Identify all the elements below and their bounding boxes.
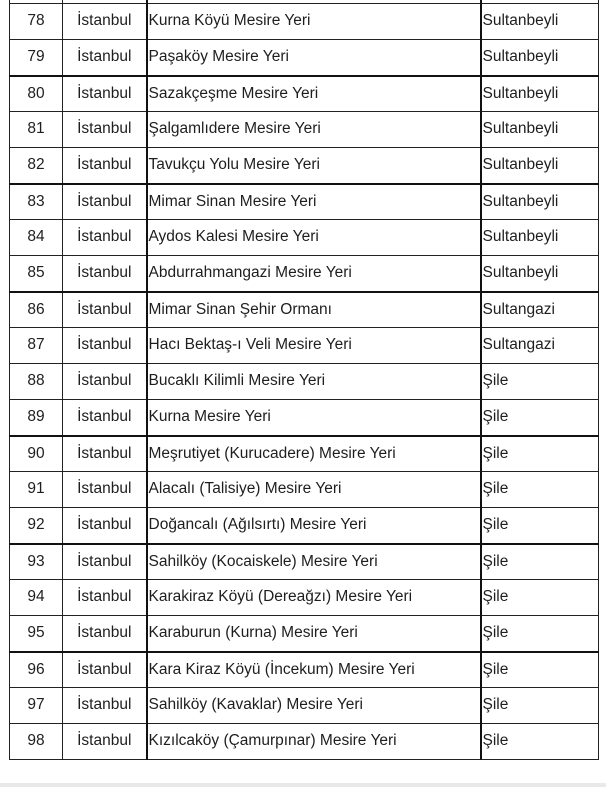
- table-row: [10, 40, 599, 76]
- table-row: [10, 76, 599, 112]
- row-number-cell: 93: [10, 544, 63, 580]
- row-number-cell: 78: [10, 4, 63, 40]
- city-cell: İstanbul: [63, 220, 147, 256]
- row-number-cell: 85: [10, 256, 63, 292]
- recreation-area-name-cell: Mimar Sinan Şehir Ormanı: [147, 292, 481, 328]
- row-number-cell: 96: [10, 652, 63, 688]
- recreation-area-name-cell: Kurna Mesire Yeri: [147, 400, 481, 436]
- row-number-cell: 79: [10, 40, 63, 76]
- recreation-area-name-cell: Karaburun (Kurna) Mesire Yeri: [147, 616, 481, 652]
- recreation-area-name-cell: Hacı Bektaş-ı Veli Mesire Yeri: [147, 328, 481, 364]
- page-bottom-edge: [0, 783, 606, 787]
- row-number-cell: 94: [10, 580, 63, 616]
- row-number-cell: 81: [10, 112, 63, 148]
- table-row: [10, 508, 599, 544]
- recreation-area-name-cell: Sazakçeşme Mesire Yeri: [147, 76, 481, 112]
- city-cell: İstanbul: [63, 652, 147, 688]
- district-cell: Şile: [481, 436, 599, 472]
- table-row: [10, 652, 599, 688]
- table-row: [10, 580, 599, 616]
- recreation-area-name-cell: Kızılcaköy (Çamurpınar) Mesire Yeri: [147, 724, 481, 760]
- recreation-areas-table-container: [9, 0, 599, 760]
- row-number-cell: 90: [10, 436, 63, 472]
- district-cell: Sultanbeyli: [481, 220, 599, 256]
- district-cell: Şile: [481, 364, 599, 400]
- city-cell: İstanbul: [63, 364, 147, 400]
- row-number-cell: 91: [10, 472, 63, 508]
- row-number-cell: 88: [10, 364, 63, 400]
- table-body: [10, 0, 599, 760]
- district-cell: Şile: [481, 472, 599, 508]
- row-number-cell: 80: [10, 76, 63, 112]
- recreation-area-name-cell: Paşaköy Mesire Yeri: [147, 40, 481, 76]
- district-cell: Şile: [481, 400, 599, 436]
- recreation-area-name-cell: Sahilköy (Kavaklar) Mesire Yeri: [147, 688, 481, 724]
- city-cell: İstanbul: [63, 148, 147, 184]
- district-cell: Şile: [481, 724, 599, 760]
- table-row: [10, 364, 599, 400]
- city-cell: İstanbul: [63, 76, 147, 112]
- district-cell: Şile: [481, 688, 599, 724]
- row-number-cell: 83: [10, 184, 63, 220]
- city-cell: İstanbul: [63, 400, 147, 436]
- table-row: [10, 220, 599, 256]
- recreation-areas-table: [9, 0, 599, 760]
- district-cell: Şile: [481, 508, 599, 544]
- city-cell: İstanbul: [63, 472, 147, 508]
- city-cell: İstanbul: [63, 40, 147, 76]
- district-cell: Sultanbeyli: [481, 148, 599, 184]
- recreation-area-name-cell: Abdurrahmangazi Mesire Yeri: [147, 256, 481, 292]
- row-number-cell: 82: [10, 148, 63, 184]
- table-row: [10, 400, 599, 436]
- city-cell: İstanbul: [63, 292, 147, 328]
- district-cell: Sultangazi: [481, 328, 599, 364]
- recreation-area-name-cell: Tavukçu Yolu Mesire Yeri: [147, 148, 481, 184]
- city-cell: İstanbul: [63, 688, 147, 724]
- district-cell: Şile: [481, 616, 599, 652]
- district-cell: Sultanbeyli: [481, 256, 599, 292]
- city-cell: İstanbul: [63, 508, 147, 544]
- table-row: [10, 148, 599, 184]
- city-cell: İstanbul: [63, 436, 147, 472]
- city-cell: İstanbul: [63, 4, 147, 40]
- district-cell: Sultanbeyli: [481, 40, 599, 76]
- table-row: [10, 184, 599, 220]
- recreation-area-name-cell: Doğancalı (Ağılsırtı) Mesire Yeri: [147, 508, 481, 544]
- recreation-area-name-cell: Meşrutiyet (Kurucadere) Mesire Yeri: [147, 436, 481, 472]
- city-cell: İstanbul: [63, 328, 147, 364]
- city-cell: İstanbul: [63, 724, 147, 760]
- recreation-area-name-cell: Sahilköy (Kocaiskele) Mesire Yeri: [147, 544, 481, 580]
- table-row: [10, 544, 599, 580]
- district-cell: Sultangazi: [481, 292, 599, 328]
- row-number-cell: 98: [10, 724, 63, 760]
- table-row: [10, 328, 599, 364]
- table-row: [10, 4, 599, 40]
- table-row: [10, 616, 599, 652]
- recreation-area-name-cell: Şalgamlıdere Mesire Yeri: [147, 112, 481, 148]
- district-cell: Sultanbeyli: [481, 184, 599, 220]
- recreation-area-name-cell: Alacalı (Talisiye) Mesire Yeri: [147, 472, 481, 508]
- table-row: [10, 472, 599, 508]
- district-cell: Sultanbeyli: [481, 112, 599, 148]
- row-number-cell: 84: [10, 220, 63, 256]
- row-number-cell: 97: [10, 688, 63, 724]
- city-cell: İstanbul: [63, 580, 147, 616]
- row-number-cell: 87: [10, 328, 63, 364]
- district-cell: Sultanbeyli: [481, 4, 599, 40]
- row-number-cell: 89: [10, 400, 63, 436]
- table-row: [10, 724, 599, 760]
- recreation-area-name-cell: Karakiraz Köyü (Dereağzı) Mesire Yeri: [147, 580, 481, 616]
- city-cell: İstanbul: [63, 184, 147, 220]
- recreation-area-name-cell: Mimar Sinan Mesire Yeri: [147, 184, 481, 220]
- district-cell: Şile: [481, 652, 599, 688]
- city-cell: İstanbul: [63, 112, 147, 148]
- recreation-area-name-cell: Bucaklı Kilimli Mesire Yeri: [147, 364, 481, 400]
- city-cell: İstanbul: [63, 544, 147, 580]
- table-row: [10, 688, 599, 724]
- table-row: [10, 112, 599, 148]
- row-number-cell: 92: [10, 508, 63, 544]
- district-cell: Sultanbeyli: [481, 76, 599, 112]
- row-number-cell: 86: [10, 292, 63, 328]
- table-row: [10, 292, 599, 328]
- city-cell: İstanbul: [63, 256, 147, 292]
- recreation-area-name-cell: Kurna Köyü Mesire Yeri: [147, 4, 481, 40]
- table-row: [10, 256, 599, 292]
- district-cell: Şile: [481, 580, 599, 616]
- city-cell: İstanbul: [63, 616, 147, 652]
- recreation-area-name-cell: Aydos Kalesi Mesire Yeri: [147, 220, 481, 256]
- row-number-cell: 95: [10, 616, 63, 652]
- district-cell: Şile: [481, 544, 599, 580]
- recreation-area-name-cell: Kara Kiraz Köyü (İncekum) Mesire Yeri: [147, 652, 481, 688]
- table-row: [10, 436, 599, 472]
